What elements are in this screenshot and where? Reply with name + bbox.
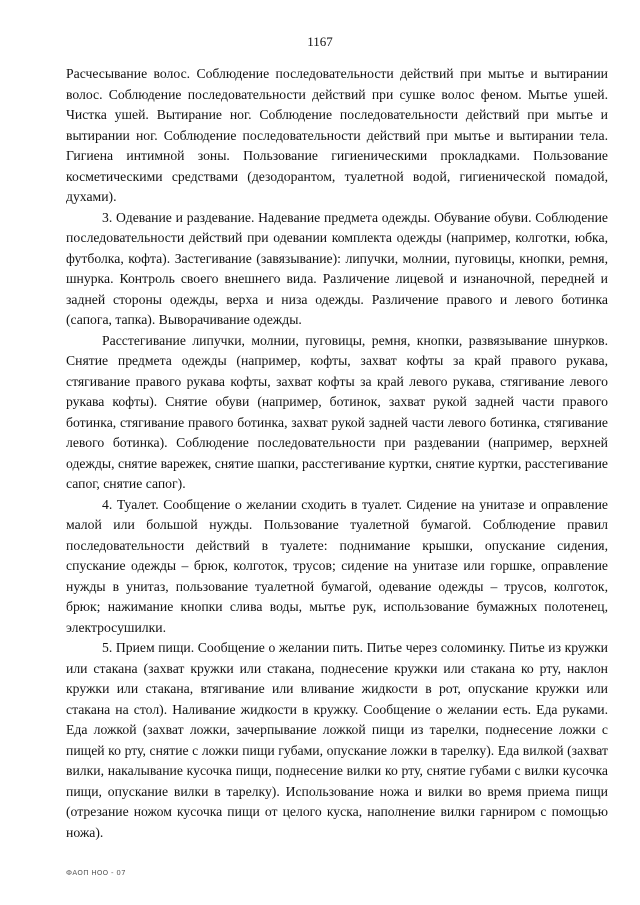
footer-code: ФАОП НОО - 07 — [66, 869, 126, 877]
paragraph-eating: 5. Прием пищи. Сообщение о желании пить. Питье через соломинку. Питье из кружки или стакана (захват кружки или стакана, поднесение кружки или стакана ко рту, наклон кружки или стакана, втягивание или вливание жидкости в рот, опускание кружки или стакана на стол). Наливание жидкости в кружку. Сообщение о желании есть. Еда руками. Еда ложкой (захват ложки, зачерпывание ложкой пищи из тарелки, поднесение ложки с пищей ко рту, снятие с ложки пищи губами, опускание ложки в тарелку). Еда вилкой (захват вилки, накалывание кусочка пищи, поднесение вилки ко рту, снятие губами с вилки кусочка пищи, опускание вилки в тарелку). Использование ножа и вилки во время приема пищи (отрезание ножом кусочка пищи от целого куска, наполнение вилки гарниром с помощью ножа). — [66, 640, 608, 840]
paragraph-dressing: 3. Одевание и раздевание. Надевание предмета одежды. Обувание обуви. Соблюдение последовательности действий при одевании комплекта одежды (например, колготки, юбка, футболка, кофта). Застегивание (завязывание): липучки, молнии, пуговицы, кнопки, ремня, шнурка. Контроль своего внешнего вида. Различение лицевой и изнаночной, передней и задней стороны одежды, верха и низа одежды. Различение правого и левого ботинка (сапога, тапка). Выворачивание одежды. — [66, 209, 608, 327]
body-text — [66, 64, 608, 843]
paragraph-undressing: Расстегивание липучки, молнии, пуговицы, ремня, кнопки, развязывание шнурков. Снятие предмета одежды (например, кофты, захват кофты за край правого рукава, стягивание правого рукава кофты, захват кофты за край левого рукава, стягивание левого рукава кофты). Снятие обуви (например, ботинок, захват рукой задней части правого ботинка, стягивание правого ботинка, захват рукой задней части левого ботинка, стягивание левого ботинка). Соблюдение последовательности при раздевании (например, верхней одежды, снятие варежек, снятие шапки, расстегивание куртки, снятие куртки, расстегивание сапог, снятие сапог). — [66, 332, 608, 491]
paragraph-hygiene-continued: Расчесывание волос. Соблюдение последовательности действий при мытье и вытирании волос. Соблюдение последовательности действий при сушке волос феном. Мытье ушей. Чистка ушей. Вытирание ног. Соблюдение последовательности действий при мытье и вытирании ног. Соблюдение последовательности действий при мытье и вытирании тела. Гигиена интимной зоны. Пользование гигиеническими прокладками. Пользование косметическими средствами (дезодорантом, туалетной водой, гигиенической помадой, духами). — [66, 66, 608, 204]
paragraph-toilet: 4. Туалет. Сообщение о желании сходить в туалет. Сидение на унитазе и оправление малой или большой нужды. Пользование туалетной бумагой. Соблюдение правил последовательности действий в туалете: поднимание крышки, опускание сидения, спускание одежды – брюк, колготок, трусов; сидение на унитазе или горшке, оправление нужды в унитаз, пользование туалетной бумагой, одевание одежды – трусов, колготок, брюк; нажимание кнопки слива воды, мытье рук, использование бумажных полотенец, электросушилки. — [66, 496, 608, 635]
page-number: 1167 — [307, 34, 333, 49]
